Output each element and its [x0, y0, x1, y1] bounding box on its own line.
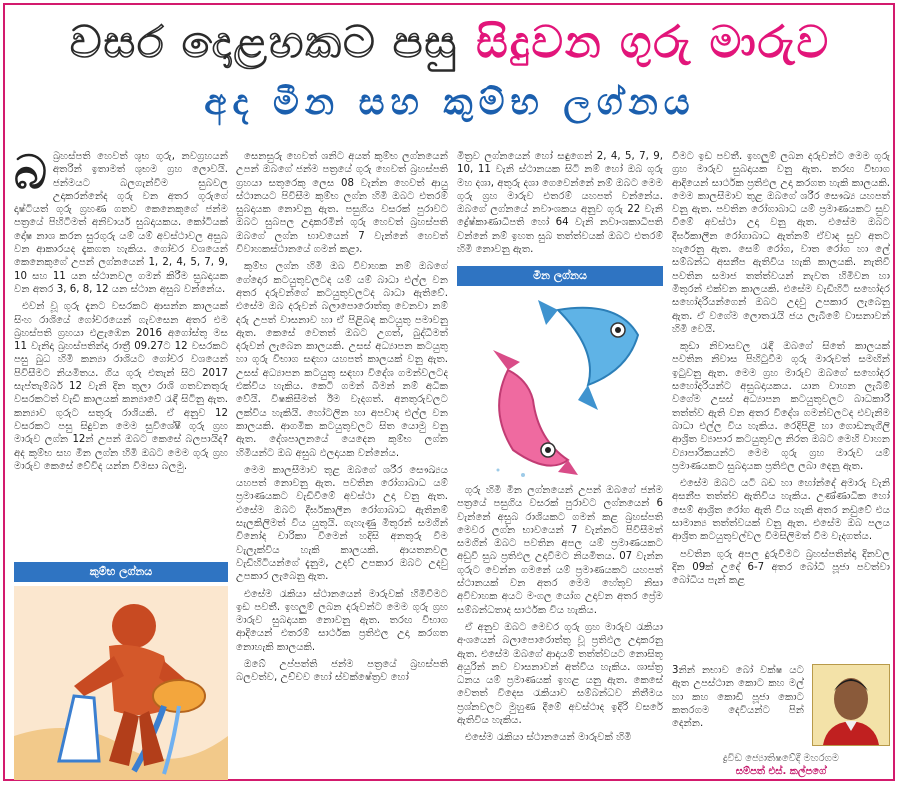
- paragraph: එවන් වූ ගුරු දැනට වසරකට ආසන්න කාලයක් සිංහ රාශියේ ගෝචරයෙන් ගැවසෙන අතර එම බ්‍රහස්පති ග්‍රහයා එළැඹෙන 2016 අගෝස්තු මස 11 වැනිදා බ්‍රහස්පතින්දා රාත්‍රී 09.27ට 12 වසරකට පසු බුධ හිමි කන්‍යා රාශියට ගෝචර වශයෙන් පිවිසීමට නියමිතය. ගිය ගුරු එතැන් සිට 2017 සැප්තැම්බර් 12 වැනි දින තුලා රාශි ගතවනතුරු වසරකටත් වැඩි කාලයක් කන්‍යාවේ රැඳී සිටිනු ඇත. කන්‍යාව ගුරුට සතුරු රාශියකි. ඒ අනුව 12 වසරකට පසු සිදුවන මෙම සුවිශේෂී ගුරු ග්‍රහ මාරුව ලග්න 12න් උපන් ඔබට කෙසේ බලපායිද? අද කුම්භ සහ මීන ලග්න හිමි ඔබට මෙම ගුරු ග්‍රහ මාරුව කෙසේ වේවිද යන්න විමසා බලමු.: [14, 301, 228, 472]
- article-column-3-top: [457, 150, 663, 260]
- paragraph: කුඩා නිවාසවල රැඳී ඔබගේ සිතේ කාලයක් පවතින නිවාස පිහිටුවීම ගුරු මාරුවත් සමඟින් ඉටුවනු ඇත. මෙම ග්‍රහ මාරුව ඔබගේ සහෝදර සහෝදරියන්ට අසුබදායකය. යාන වාහන ලැබීම් වගේම උසස් අධ්‍යාපන කටයුතුවලට බාධකාරී තත්ත්ව ඇති වන අතර විදේශ ගමන්වලටද එවැනිම බාධා එල්ල විය හැකිය. රෙදිපිළි හා ගොඩනැගිලි ආශ්‍රිත ව්‍යාපාර කටයුතුවල නිරත ඔබට මෙහි වාහන ව්‍යාපාරිකයන්ට මෙම ගුරු ග්‍රහ මාරුව යම් ප්‍රමාණයකට සුබදායක ප්‍රතිඵල ලබා දෙනු ඇත.: [672, 341, 890, 472]
- byline: [672, 752, 890, 782]
- paragraph: ගුරු හිමි මීන ලග්නයෙන් උපන් ඔබගේ ජන්ම පත්‍රයේ පසුගිය වසරක් පුරාවට ලග්නයෙන් 6 වැන්නේ අසුබ රාශියකට ගමන් කළ බ්‍රහස්පති මෙවර ලග්න භාවයෙන් 7 වැන්නට පිවිසීමත් සමගින් ඔබට පවතින අපල යම් ප්‍රමාණයකට අඩුවී සුබ ප්‍රතිඵල උදාවීමට නියමිතය. 07 වැන්න ගුරුට වෙන්න ගමනේ යම් ප්‍රමාණයකට යහපත් ස්ථානයක් වන අතර මෙම හේතුව නිසා අවිවාහක අයට මංගල යෝග උදාවන අතර ප්‍රේම සම්බන්ධතාද සාර්ථක විය හැකිය.: [457, 485, 663, 616]
- paragraph: වීමට ඉඩ පවතී. ඉහලුම් ලබන දරුවන්ට මෙම ගුරු ග්‍රහ මාරුව සුබදායක වනු ඇත. තරඟ විභාග ආදියෙන් සාර්ථක ප්‍රතිඵල උදා කරගත හැකි කාලයකි. මෙම කාලසීමාව තුළ ඔබගේ ශරීර සෞඛ්‍ය යහපත් වනු ඇත. පවතින රෝගාබාධ යම් ප්‍රමාණයකට සුව වීමේ අවස්ථා උදා වනු ඇත. එසේම ඔබට දීර්ඝකාලීන රෝගාබාධ ඇත්නම් ඒවාද සුව අතට හැරෙනු ඇත. සෙම් රෝග, වාත රෝග හා ලේ සම්බන්ධ අසනීප ඇතිවිය හැකි කාලයකි. නැතිවී පවතින සමාජ තත්ත්වයන් නැවත හිමිවන හා මිතුරන් එක්වන කාලයකි. එසේම වැඩිහිටි සහෝදර සහෝදරියන්ගෙන් ඔබට උදවු උපකාර ලැබෙනු ඇත. ඒ වගේම ලොතරැයි ජය ලැබීමේ වාසනාවන් හිමි වෙයි.: [672, 151, 890, 335]
- paragraph: එසේම රැකියා ස්ථානයෙන් මාරුවක් හිමිවීමට ඉඩ පවතී. ඉහලුම් ලබන දරුවන්ට මෙම ගුරු ග්‍රහ මාරුව සුබදායක නොවනු ඇත. තරඟ විභාග ආදියෙන් එතරම් සාර්ථක ප්‍රතිඵල උදා කරගත නොහැකි කාලයකි.: [236, 588, 448, 653]
- article-column-2: [236, 150, 448, 782]
- article-column-1: [14, 150, 228, 558]
- paragraph: ඔබේ උප්පත්ති ජන්ම පත්‍රයේ බ්‍රහස්පති බලවත්ව, උච්චව හෝ ස්වක්ෂේත්‍රව හෝ: [236, 658, 448, 684]
- author-portrait-icon: [813, 665, 889, 745]
- paragraph: සෙනසුරු හෙවත් ශනිට අයත් කුම්භ ලග්නයෙන් උපන් ඔබගේ ජන්ම පත්‍රයේ ගුරු හෙවත් බ්‍රහස්පති ග්‍රහයා සතුරෙකු ලෙස 08 වැන්න හෙවත් ආයු ස්ථානයට පිවිසීම කුම්භ ලග්න හිමි ඔබට එතරම් සුබදායක නොවනු ඇත. පසුගිය වසරක් පුරාවට ඔබට සුබපල උදාකරමින් ගුරු හෙවත් බ්‍රහස්පති ඔබගේ ලග්න භාවයෙන් 7 වැන්නේ හෙවත් විවාහකස්ථානයේ ගමන් කළා.: [236, 151, 448, 256]
- pisces-heading: මීන ලග්නය: [457, 266, 663, 286]
- paragraph: 3නින් නභාව බෝ වක්ෂ යට ඇත උපස්ථාන කොට කහ මල් හා කහ කොඩි පූජා කොට කතරගම දෙවියන්ට පින් දෙන්න.: [672, 665, 804, 730]
- aquarius-illustration: [14, 586, 228, 780]
- pisces-illustration: [478, 290, 648, 480]
- paragraph: පවතින ගුරු අපල දුරුවීමට බ්‍රහස්පතින්දා දිනවල දින 09ක් උදේ 6-7 අතර බෝධි පූජා පවත්වා බෝධිය පැන් කළ: [672, 548, 890, 587]
- headline-part-1: වසර දොළහකට පසු: [69, 16, 459, 68]
- drop-cap-glyph: බ: [14, 150, 47, 199]
- byline-role: ද්‍රවිඩ ජ්‍යොතිෂවේදී මහරගම: [722, 753, 839, 764]
- subtitle: අද මීන සහ කුම්භ ලග්නය: [204, 82, 696, 123]
- headline: [8, 8, 892, 76]
- paragraph: මෙම කාලසීමාව තුළ ඔබගේ ශරීර සෞඛ්‍යය යහපත් නොවනු ඇත. පවතින රෝගාබාධ යම් ප්‍රමාණයකට වැඩිවීමේ අවස්ථා උදා වනු ඇත. එසේම ඔබට දීර්ඝකාලීන රෝගාබාධ ඇතිනම් සැලකිලිමත් විය යුතුයි. ගැහැණු මිතුරන් සමගින් විනෝද චාරිකා වීමෙන් හදිසි අනතුරු වීම වැලැක්විය හැකි කාලයකි. ආයතනවල වැඩිහිටියන්ගේ දැනුම, උදව් උපකාර ඔබට උදවු උපකාර ලැබෙනු ඇත.: [236, 464, 448, 583]
- paragraph: ඒ අනුව ඔබට මෙවර ගුරු ග්‍රහ මාරුව රැකියා අංශයෙන් බලාපොරොත්තු වූ ප්‍රතිඵල උදාකරනු ඇත. එසේම ඔබගේ ආදායම් තත්ත්වයට නොසිතූ අයුරින් නව වාසනාවන් අත්වීය හැකිය. ශාස්ත්‍ර ධනය යම් ප්‍රමාණයක් ඉහළ යනු ඇත. කෙසේ වෙතත් විදෙස රැකියාව සම්බන්ධව නිතීමය ප්‍රශ්නවලට මුහුණ දීමේ අවස්ථාද ඉදිරි වසරේ ඇතිවිය හැකිය.: [457, 621, 663, 727]
- author-photo: [812, 664, 890, 746]
- headline-part-2: සිදුවන ගුරු මාරුව: [476, 16, 831, 68]
- paragraph: කුම්භ ලග්න හිමි ඔබ විවාහක නම් ඔබගේ ගේදොර කටයුතුවලටද යම් යම් බාධා එල්ල වන අතර දරුවන්ගේ කටයුතුවලටද බාධා ඇතිවේ. එසේම ඔබ දරුවන් බලාපොරොත්තු වෙනවා නම් දරු උපත් වාසනාව හා ඒ පිළිබඳ කටයුතු පමාවනු ඇත. කෙසේ වෙතත් ඔබට උගත්, බුද්ධිමත් දරුවන් ලැබෙන කාලයකි. උසස් අධ්‍යාපන කටයුතු හා ගුරු විභාග සඳහා යහපත් කාලයක් වනු ඇත. උසස් අධ්‍යාපන කටයුතු සඳහා විදේශ ගමන්වලටද එක්විය හැකිය. කෙටි ගමන් බිමන් නම් අධික වේයි. විෂකිසීමත් ඊම වැදගත්. අනතුරුවලට ලක්විය හැකියි. හෝටලින හා අපවාද එල්ල වන කාලයකි. ආගමික කටයුතුවලට සිත යොමු වනු ඇත. දේශපාලනයේ යෙදෙන කුම්භ ලග්න හිමියන්ට ඔබ අසුබ ඵලදායක වන්නේය.: [236, 261, 448, 459]
- aquarius-heading: කුම්භ ලග්නය: [14, 562, 228, 582]
- article-column-4: [672, 150, 890, 662]
- paragraph: එසේම රැකියා ස්ථානයෙන් මාරුවක් හිමි: [465, 732, 632, 744]
- article-column-4-end: [672, 664, 804, 750]
- article-column-3-bottom: [457, 484, 663, 780]
- byline-author: සම්පත් එස්. කල්පගේ: [735, 766, 827, 777]
- paragraph: මිත්‍රව ලග්නයෙන් හෝ සඳුගෙන් 2, 4, 5, 7, 9, 10, 11 වැනි ස්ථානයක සිටි නම් හෝ ඔබ ගුරු මහ දශා, අතුරු දශා ගෙවෙන්නේ නම් ඔබට මෙම ගුරු ග්‍රහ මාරුව එතරම් යහපත් වන්නේය. ඔබගේ ලග්නයේ නවාංශකය අනුව ගුරු 22 වැනි ද්‍රේෂ්කාණාධිපති හෝ 64 වැනි නවාංශකාධිපති වන්නේ නම් ඉහත සුබ තත්ත්වයක් ඔබට එතරම් හිමි නොවනු ඇත.: [457, 151, 663, 256]
- paragraph: බ්‍රහස්පති හෙවත් ශුභ ගුරු, නවග්‍රහයන් අතරින් ඉතාමත් ශුභම ග්‍රහ ලොවයි. ජන්මයට බලගැන්වීම සුබවල උදාකරන්නේද ගුරු වන අතර ගුරුගේ දෘෂ්ටියත් ගුරු ග්‍රහණ ගතව කෙනෙකුගේ ජන්ම පත්‍රයේ පිහිටීමත් අනිවාර්ය සුබදායකය. කෝටියක් දෝෂ නාශ කරන සුරගුරු යම් යම් අවස්ථාවල අසුබ වන ආකාරයද දැකගත හැකිය. ගෝචර වශයෙන් කෙනෙකුගේ උපන් ලග්නයෙන් 1, 2, 4, 5, 7, 9, 10 සහ 11 යන ස්ථානවල ගමන් කිරීම සුබදායක වන අතර 3, 6, 8, 12 යන ස්ථාන අසුබ වන්නේය.: [14, 151, 228, 295]
- paragraph: එසේම ඔබට යටි බඩ හා හෝන්දේ අමාරු වැනි අසනීප තත්ත්ව ඇතිවිය හැකිය. උණ්ණාධික හෝ සෙම් ආශ්‍රිත රෝග ඇති විය හැකි අතර නඩුවේ එය සාමාන්‍ය තත්ත්වයක් වනු ඇත. එසේම ඔබ පලය ආශ්‍රිත කටයුතුවල්වල විමසිලිමත් වීම වැදගත්ය.: [672, 478, 890, 543]
